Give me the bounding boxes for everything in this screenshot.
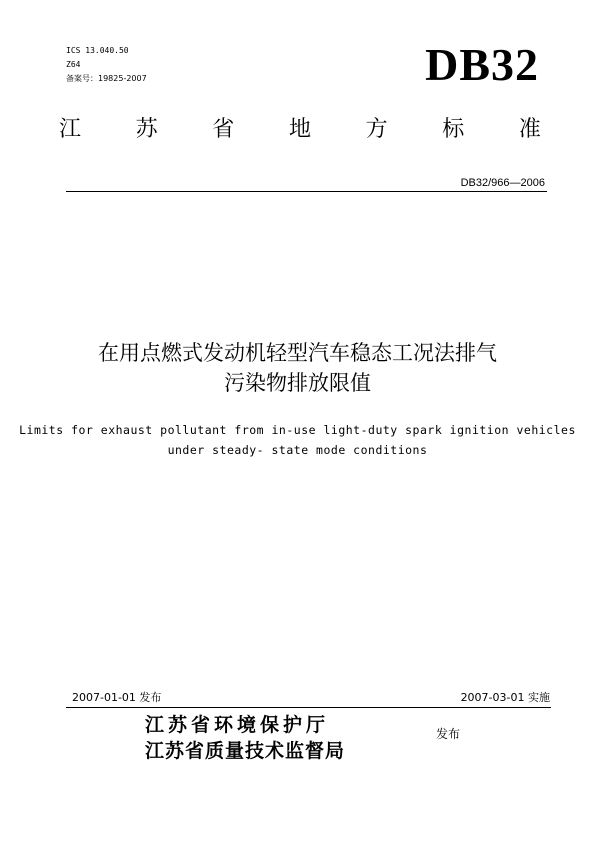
issue-date: 2007-01-01 发布 [72,691,162,704]
standard-type-char: 省 [212,117,235,142]
ics-code: ICS 13.040.50 [66,46,129,55]
top-divider [66,191,547,192]
title-en-line1: Limits for exhaust pollutant from in-use light-duty spark ignition vehicles [19,423,576,437]
title-cn-line1: 在用点燃式发动机轻型汽车稳态工况法排气 [98,341,497,365]
implementation-date: 2007-03-01 实施 [460,691,550,704]
publish-label: 发布 [436,727,461,741]
standard-type-char: 方 [365,117,388,142]
standard-type-char: 准 [518,117,541,142]
title-cn-line2: 污染物排放限值 [224,371,371,395]
issuer-environment-dept: 江苏省环境保护厅 [145,714,330,736]
title-en-line2: under steady- state mode conditions [167,443,428,457]
issuer-quality-bureau: 江苏省质量技术监督局 [145,740,346,762]
standard-type-char: 地 [288,117,311,142]
standard-type-heading [50,114,550,146]
standard-type-char: 苏 [135,117,158,142]
classification-code: Z64 [66,60,81,69]
bottom-divider [66,707,551,708]
standard-type-char: 标 [442,117,465,142]
db-code-logo: DB32 [425,39,539,90]
standard-number: DB32/966—2006 [460,177,545,189]
standard-type-char: 江 [58,117,81,142]
record-number: 备案号：19825-2007 [66,74,147,83]
